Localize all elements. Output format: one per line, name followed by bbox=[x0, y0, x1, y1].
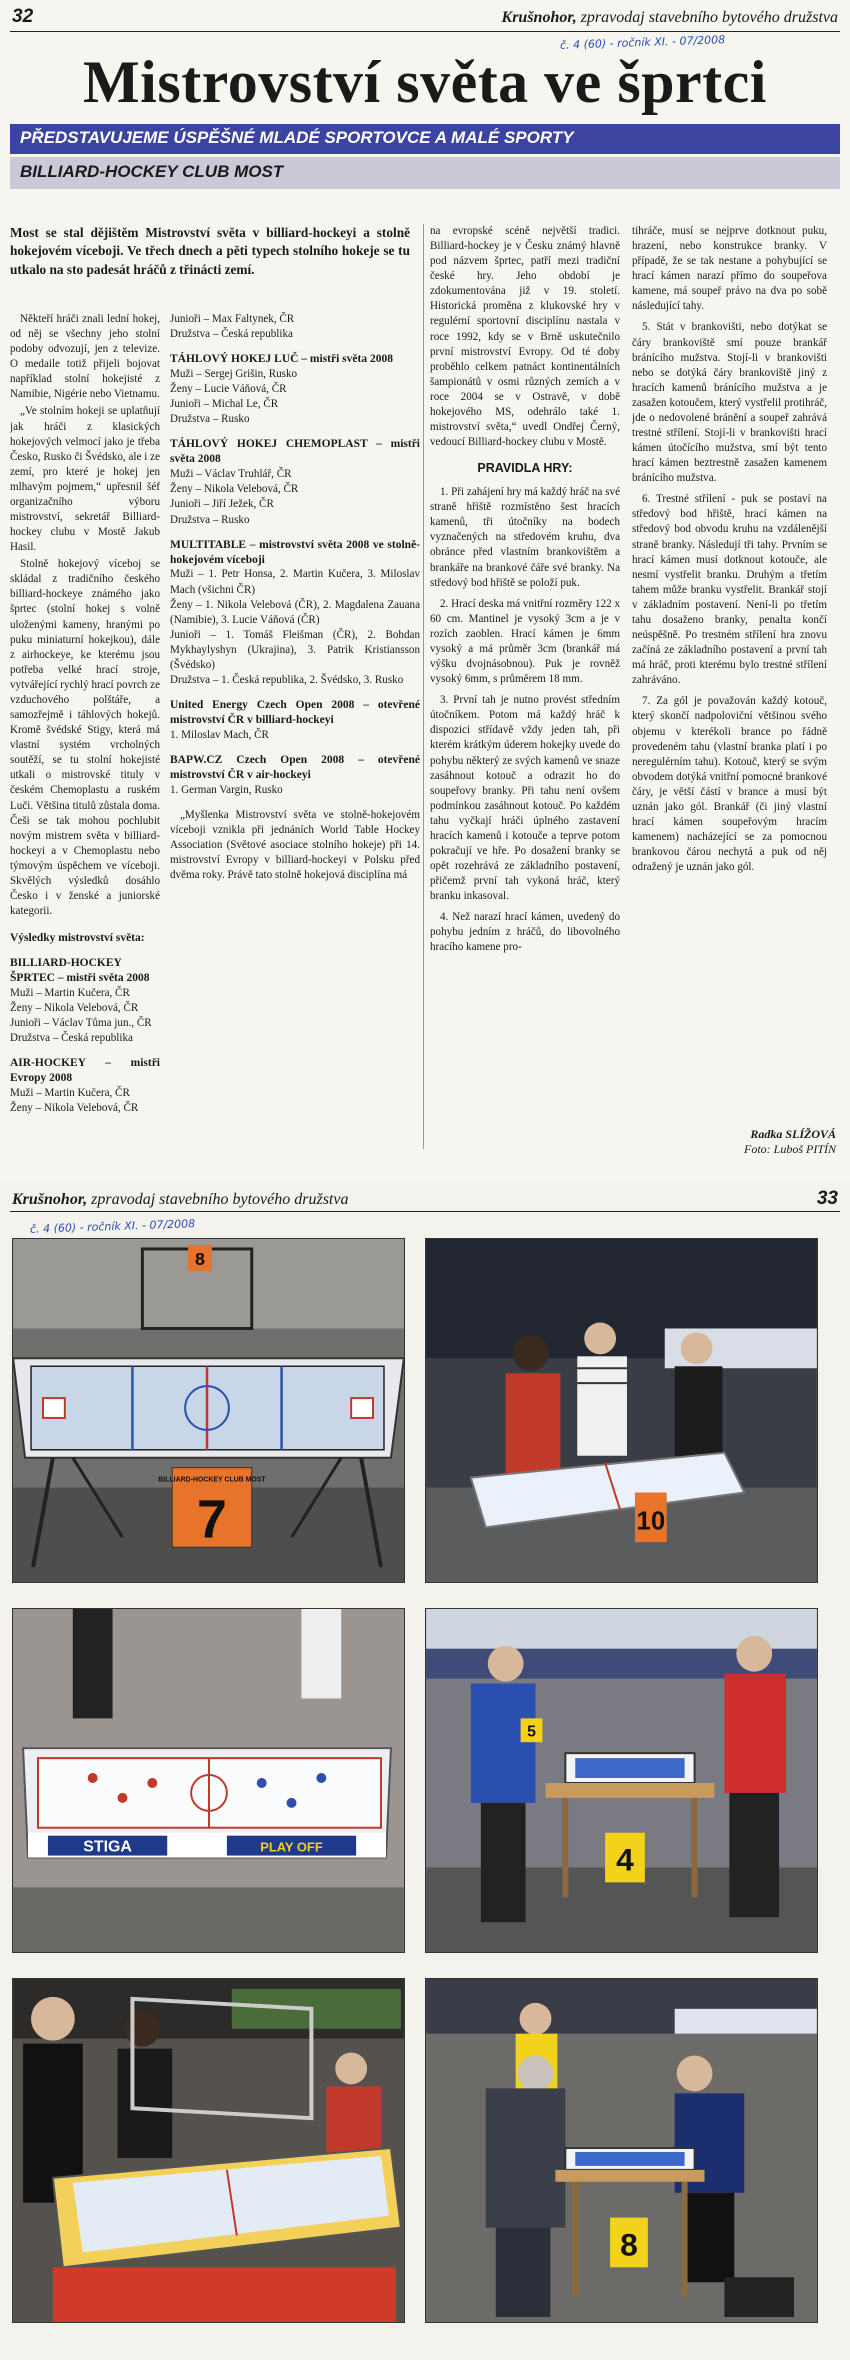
lead-paragraph: Most se stal dějištěm Mistrovství světa v billiard-hockeyi a stolně hokejovém víceboji. Ve třech dnech a pěti typech stolního hokeje se tu utkalo na sto padesát hráčů z třinácti zemí. bbox=[10, 225, 410, 277]
match-photo-svg bbox=[426, 1979, 817, 2322]
result-line: Družstva – Rusko bbox=[170, 513, 250, 526]
section-kicker: PŘEDSTAVUJEME ÚSPĚŠNÉ MLADÉ SPORTOVCE A MALÉ SPORTY bbox=[10, 124, 840, 154]
result-line: Muži – Martin Kučera, ČR bbox=[10, 986, 130, 999]
table-number-sign-small: 8 bbox=[195, 1248, 206, 1269]
article-body bbox=[10, 224, 840, 1169]
result-line: Ženy – Nikola Velebová, ČR bbox=[10, 1102, 139, 1115]
rules-heading: PRAVIDLA HRY: bbox=[477, 461, 573, 476]
table-number-sign: 7 bbox=[197, 1489, 227, 1550]
rule-paragraph: 3. První tah je nutno provést středním útočníkem. Potom má každý hráč k dispozici střídavě vždy jeden tah, při kterém krátkým úderem hokejky uvede do pohybu některý ze svých kamenů ve snaze zasáhnout kotouč a odrazit ho do soupeřovy branky. Při tahu není ovšem podmínkou zasáhnout kotouč. Po každém tahu vyčkají hráči úplného zastavení hracích kamenů i kotouče a teprve potom pokračují ve hře. Po dosažení branky se opět rozehrává ze základního postavení, přičemž první tah vykoná hráč, který branku inkasoval. bbox=[430, 694, 620, 903]
rule-paragraph: 4. Než narazí hrací kámen, uvedený do pohybu jedním z hráčů, do libovolného hracího kamene pro- bbox=[430, 911, 620, 954]
result-line: Ženy – Nikola Velebová, ČR bbox=[10, 1002, 139, 1015]
paragraph: „Ve stolním hokeji se uplatňují jak hráči z klasických hokejových velmocí jako je třeba Česko, Rusko či Švédsko, ale i ze zemí, pro které je hokej jen mlhavým pojmem,“ upřesnil šéf organizačního výboru mistrovství, sekretář Billiard-hockey clubu v Mostě Jakub Hasil. bbox=[10, 405, 160, 554]
result-line: Junioři – 1. Tomáš Fleišman (ČR), 2. Bohdan Mykhaylyshyn (Ukrajina), 3. Patrik Kristiansson (Švédsko) bbox=[170, 628, 420, 671]
rule-paragraph: 1. Při zahájení hry má každý hráč na své straně hřiště rozmístěno šest hracích kamenů, tři útočníky na bodech vyznačených na středovém kruhu, dva obránce před vlastním brankovištěm a brankáře na brankové čáře své branky. Na středový bod hřiště se položí puk. bbox=[430, 486, 620, 589]
result-title: TÁHLOVÝ HOKEJ LUČ – mistři světa 2008 bbox=[170, 353, 393, 366]
result-line: 1. Miloslav Mach, ČR bbox=[170, 728, 269, 741]
column-3 bbox=[430, 224, 620, 958]
column-4 bbox=[632, 224, 827, 877]
result-line: Družstva – Rusko bbox=[170, 413, 250, 426]
photo-billiard-hockey-table bbox=[12, 1238, 405, 1583]
result-line: Ženy – Lucie Váňová, ČR bbox=[170, 383, 287, 396]
result-line: Družstva – Česká republika bbox=[170, 328, 293, 341]
result-title: TÁHLOVÝ HOKEJ CHEMOPLAST – mistři světa 2008 bbox=[170, 438, 420, 466]
result-line: 1. German Vargin, Rusko bbox=[170, 783, 283, 796]
result-title: MULTITABLE – mistrovství světa 2008 ve stolně-hokejovém víceboji bbox=[170, 538, 420, 566]
running-head bbox=[10, 0, 840, 32]
result-line: Družstva – 1. Česká republika, 2. Švédsko, 3. Rusko bbox=[170, 674, 404, 687]
stiga-photo-svg bbox=[13, 1609, 404, 1952]
quote-paragraph: „Myšlenka Mistrovství světa ve stolně-hokejovém víceboji vznikla při jednáních World Table Hockey Association (Světové asociace stolního hokeje) při 14. mistrovství Evropy v billiard-hockeyi v Polsku před dvěma roky. Právě tato stolně hokejová disciplína má bbox=[170, 809, 420, 882]
result-line: Družstva – Česká republika bbox=[10, 1032, 133, 1045]
result-title: BAPW.CZ Czech Open 2008 – otevřené mistrovství ČR v air-hockeyi bbox=[170, 754, 420, 781]
byline bbox=[744, 1127, 836, 1157]
page-33 bbox=[0, 1180, 850, 2360]
result-line: Muži – Václav Truhlář, ČR bbox=[170, 468, 292, 481]
result-line: Junioři – Václav Tůma jun., ČR bbox=[10, 1017, 152, 1030]
table-number-sign-small: 5 bbox=[527, 1723, 536, 1741]
club-bar: BILLIARD-HOCKEY CLUB MOST bbox=[10, 157, 840, 189]
column-2 bbox=[170, 312, 420, 885]
column-rule bbox=[423, 224, 424, 1149]
photo-players-air-hockey bbox=[425, 1238, 818, 1583]
airhockey-photo-svg bbox=[13, 1979, 404, 2322]
table-photo-svg bbox=[13, 1239, 404, 1582]
results-heading: Výsledky mistrovství světa: bbox=[10, 932, 145, 945]
result-line: Ženy – 1. Nikola Velebová (ČR), 2. Magdalena Zauana (Namibie), 3. Lucie Váňová (ČR) bbox=[170, 598, 420, 626]
rule-paragraph: 6. Trestné střílení - puk se postaví na středový bod hřiště, hrací kámen na středový bod obvodu kruhu na vzdálenější straně branky. Následují tři tahy. Prvním se hrací kámen musí dotknout kotouče, ale nesmí vystřelit branku. Druhým a třetím tahem může branku vystřelit. Brankář stojí v základním postavení. Není-li po třetím tahu dosaženo branky, penalta končí neúspěšně. Po trestném střílení hra znovu začíná ze základního postavení a první tah má hráč, proti kterému bylo trestné střílení zahráváno. bbox=[632, 493, 827, 687]
paragraph: na evropské scéně největší tradici. Billiard-hockey je v Česku známý hlavně pod názvem šprtec, patří mezi tradiční české hry. Jeho období je zdokumentována již v 19. století. Historická proměna z klukovské hry v regulérní sportovní disciplínu nastala v roce 1992, kdy se v Brně uskutečnilo první mistrovství Evropy. Od té doby proběhlo celkem patnáct kontinentálních šampionátů v osmi různých zemích a v roce 2004 se v Ostravě, v době hokejového MS, odehrálo také 1. mistrovství světa,“ uvedl Ondřej Černý, vedoucí Billiard-hockey clubu v Mostě. bbox=[430, 225, 620, 449]
photo-air-hockey-machine bbox=[12, 1978, 405, 2323]
handwritten-note: č. 4 (60) - ročník XI. - 07/2008 bbox=[29, 1217, 196, 1236]
result-line: Muži – 1. Petr Honsa, 2. Martin Kučera, 3. Miloslav Mach (všichni ČR) bbox=[170, 568, 420, 596]
photo-rod-hockey-match bbox=[425, 1608, 818, 1953]
table-number-sign: 8 bbox=[620, 2226, 638, 2263]
result-title: AIR-HOCKEY – mistři Evropy 2008 bbox=[10, 1057, 160, 1085]
result-line: Junioři – Jiří Ježek, ČR bbox=[170, 498, 274, 511]
result-line: Junioři – Michal Le, ČR bbox=[170, 398, 279, 411]
table-number-sign: 10 bbox=[636, 1507, 666, 1536]
result-title: BILLIARD-HOCKEY ŠPRTEC – mistři světa 2008 bbox=[10, 957, 150, 984]
rule-paragraph: 2. Hrací deska má vnitřní rozměry 122 x 60 cm. Mantinel je vysoký 3cm a je v rozích zaoblen. Hrací kámen je 6mm vysoký a má průměr 3cm (brankář má výšku dvojnásobnou). Puk je rovněž vysoký 6mm, s průměrem 18 mm. bbox=[430, 597, 620, 686]
result-title: United Energy Czech Open 2008 – otevřené mistrovství ČR v billiard-hockeyi bbox=[170, 699, 420, 727]
headline: Mistrovství světa ve šprtci bbox=[83, 49, 767, 115]
running-head bbox=[10, 1180, 840, 1212]
players-photo-svg bbox=[426, 1239, 817, 1582]
running-title: Krušnohor, zpravodaj stavebního bytového družstva bbox=[501, 9, 838, 26]
page-number: 32 bbox=[12, 6, 34, 27]
page-number: 33 bbox=[816, 1188, 838, 1209]
result-line: Junioři – Max Faltynek, ČR bbox=[170, 313, 295, 325]
paragraph: tihráče, musí se nejprve dotknout puku, hrazení, nebo konstrukce branky. V případě, že se tak nestane a pohybující se hrací kámen narazí přímo do soupeřova kamene, má soupeř právo na dva po sobě následující tahy. bbox=[632, 225, 827, 313]
result-line: Muži – Martin Kučera, ČR bbox=[10, 1087, 130, 1100]
result-line: Muži – Sergej Grišin, Rusko bbox=[170, 368, 298, 381]
author: Radka SLÍŽOVÁ bbox=[750, 1127, 836, 1141]
rodhockey-photo-svg bbox=[426, 1609, 817, 1952]
club-sign-text: BILLIARD-HOCKEY CLUB MOST bbox=[158, 1476, 266, 1484]
rule-paragraph: 7. Za gól je považován každý kotouč, který skončí nadpoloviční většinou svého objemu v kterékoli brance po řádně provedeném tahu (vlastní branka platí i po neregulérním tahu). Kotouč, který se svým obvodem dotýká vnitřní pomocné brankové čáry, je větší částí v brance a musí být uznán jako gól. Brankář (či jiný vlastní hrací kámen soupeřovým hracím kamenem) nacházející se za pomocnou brankovou čárou nechytá a puk od něj odražený je uznán jako gól. bbox=[632, 695, 827, 874]
result-line: Ženy – Nikola Velebová, ČR bbox=[170, 483, 299, 496]
column-1 bbox=[10, 312, 160, 1116]
handwritten-note: č. 4 (60) - ročník XI. - 07/2008 bbox=[559, 33, 726, 52]
photo-credit: Foto: Luboš PITÍN bbox=[743, 1142, 836, 1156]
table-number-sign: 4 bbox=[616, 1841, 634, 1878]
running-title: Krušnohor, zpravodaj stavebního bytového družstva bbox=[12, 1191, 349, 1208]
photo-billiard-hockey-match bbox=[425, 1978, 818, 2323]
stiga-logo: STIGA bbox=[83, 1838, 132, 1856]
photo-stiga-table bbox=[12, 1608, 405, 1953]
rule-paragraph: 5. Stát v brankovišti, nebo dotýkat se čáry brankoviště smí pouze brankář bránícího mužstva. Stojí-li v brankovišti nebo se dotýká čáry brankoviště jiný z hracích kamenů bránícího mužstva a je zasažen kotoučem, který vystřelil protihráč, jde o nedovolené bránění a soupeř zahrává trestné střílení. Stojí-li v brankovišti hrací kámen útočícího mužstva, smí být tento hrací kámen beztrestně zasažen kamenem bránícího mužstva. bbox=[632, 321, 827, 485]
paragraph: Někteří hráči znali lední hokej, od něj se všechny jeho stolní podoby odvozují, jen z televize. O medaile totiž přijeli bojovat například stolní hokejisté z Namibie, Nigérie nebo Vietnamu. bbox=[10, 313, 160, 401]
play-off-logo: PLAY OFF bbox=[260, 1839, 323, 1855]
paragraph: Stolně hokejový víceboj se skládal z tradičního českého billiard-hockeye známého jako šprtec (stolní hokej s volně uloženými kameny, hranými po puku miniaturní hokejkou), dále z airhockeye, ke kterému jsou potřeba velké hrací stroje, vytvářející rychlý hrací povrch ze vzduchového polštáře, a samozřejmě i táhlových hokejů. Kromě švédské Stigy, která má vlastní systém vrcholných soutěží, se tu stolní hokejisté utkali o mistrovské tituly v českém Chemoplastu a ruském Luči. Většina titulů zůstala doma. Češi se tak mohou pochlubit novým mistrem světa v billiard-hockeyi a v Chemoplastu nebo týmovým úspěchem ve víceboji. Skvělých výsledků dosáhlo Česko i v ženské a juniorské kategorii. bbox=[10, 558, 160, 918]
